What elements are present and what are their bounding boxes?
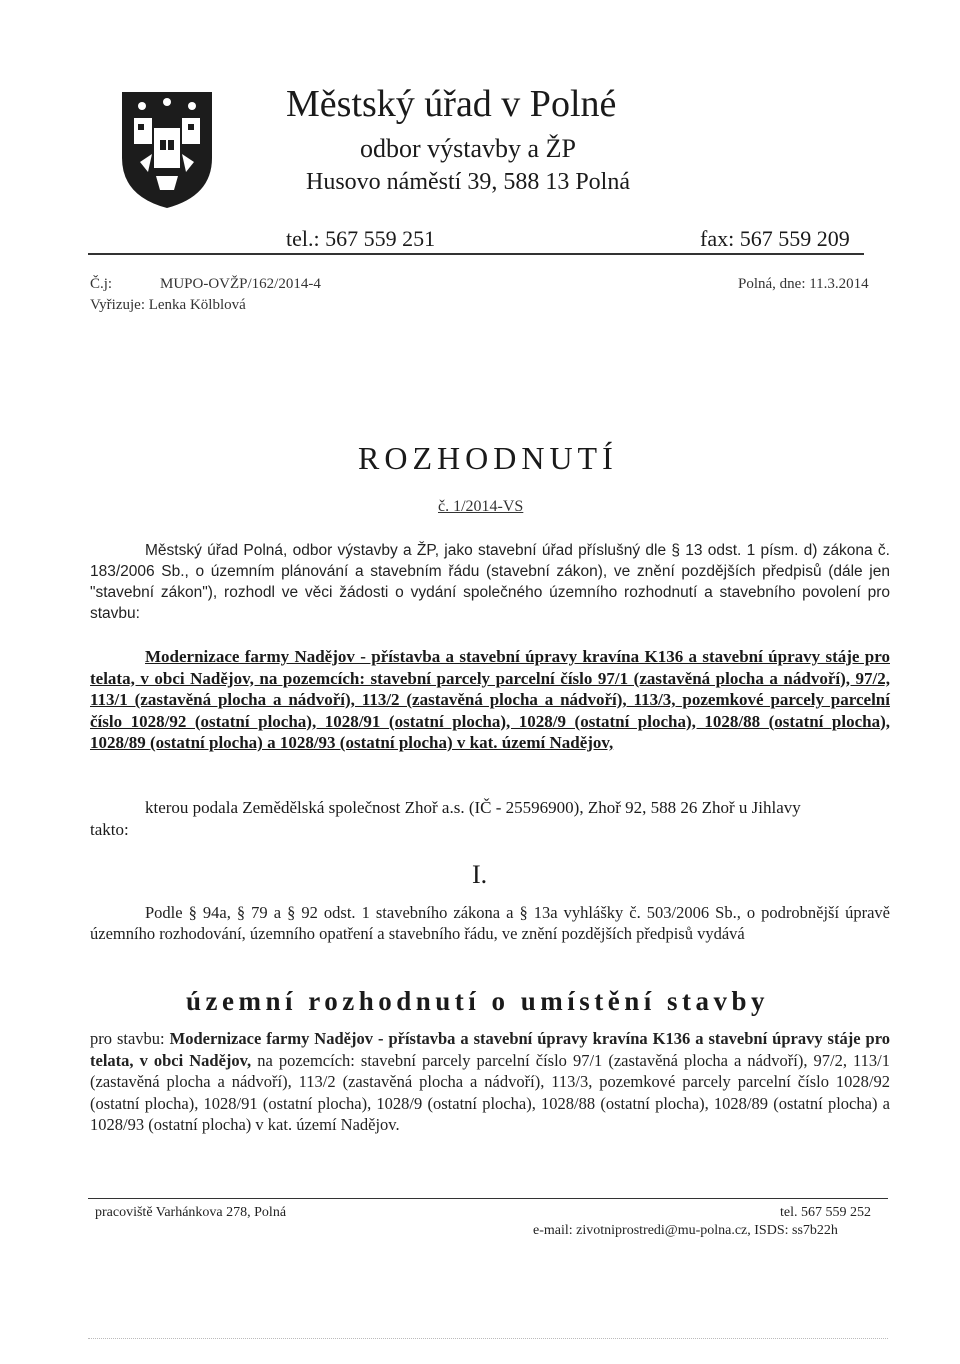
office-department: odbor výstavby a ŽP <box>360 134 576 163</box>
footer-divider <box>88 1198 888 1199</box>
document-date: Polná, dne: 11.3.2014 <box>738 276 869 292</box>
decision-title: ROZHODNUTÍ <box>358 440 618 476</box>
intro-paragraph: Městský úřad Polná, odbor výstavby a ŽP, jako stavební úřad příslušný dle § 13 odst. 1 písm. d) zákona č. 183/2006 Sb., o územním plánování a stavebním řádu (stavební zákon), ve znění pozdějších předpisů (dále jen "stavební zákon"), rozhodl ve věci žádosti o vydání společného územního rozhodnutí a stavebního povolení pro stavbu: <box>90 542 890 622</box>
footer-contact: e-mail: zivotniprostredi@mu-polna.cz, ISDS: ss7b22h <box>533 1223 838 1238</box>
decision-subtitle: územní rozhodnutí o umístění stavby <box>186 986 770 1016</box>
header-fax: fax: 567 559 209 <box>700 226 850 251</box>
office-address: Husovo náměstí 39, 588 13 Polná <box>306 169 630 195</box>
project-description: Modernizace farmy Nadějov - přístavba a stavební úpravy kravína K136 a stavební úpravy stáje pro telata, v obci Nadějov, na pozemcích: stavební parcely parcelní číslo 97/1 (zastavěná plocha a nádvoří), 97/2, 113/1 (zastavěná plocha a nádvoří), 113/2 (zastavěná plocha a nádvoří), 113/3, pozemkové parcely parcelní číslo 1028/92 (ostatní plocha), 1028/91 (ostatní plocha), 1028/9 (ostatní plocha), 1028/88 (ostatní plocha), 1028/89 (ostatní plocha) a 1028/93 (ostatní plocha) v kat. území Nadějov, <box>90 647 890 752</box>
reference-number: MUPO-OVŽP/162/2014-4 <box>160 276 321 292</box>
construction-prefix: pro stavbu: <box>90 1029 170 1048</box>
applicant-line: kterou podala Zemědělská společnost Zhoř a.s. (IČ - 25596900), Zhoř 92, 588 26 Zhoř u Jihlavy <box>145 798 801 817</box>
handled-by: Vyřizuje: Lenka Kölblová <box>90 297 246 313</box>
takto-label: takto: <box>90 820 129 839</box>
decision-number: č. 1/2014-VS <box>438 498 524 515</box>
construction-name: Modernizace farmy Nadějov - přístavba a stavební úpravy kravína K136 a stavební úpravy stáje pro telata, v obci Nadějov, <box>90 1029 890 1070</box>
header-telephone: tel.: 567 559 251 <box>286 226 436 251</box>
legal-basis-paragraph: Podle § 94a, § 79 a § 92 odst. 1 stavebního zákona a § 13a vyhlášky č. 503/2006 Sb., o podrobnější úpravě územního rozhodování, územního opatření a stavebního řádu, ve znění pozdějších předpisů vydává <box>90 903 890 943</box>
section-numeral: I. <box>472 860 488 889</box>
construction-paragraph <box>90 1028 890 1136</box>
header-divider <box>88 253 864 255</box>
construction-details: na pozemcích: stavební parcely parcelní číslo 97/1 (zastavěná plocha a nádvoří), 97/2, 113/1 (zastavěná plocha a nádvoří), 113/2 (zastavěná plocha a nádvoří), 113/3, pozemkové parcely parcelní číslo 1028/92 (ostatní plocha), 1028/91 (ostatní plocha), 1028/9 (ostatní plocha), 1028/88 (ostatní plocha), 1028/89 (ostatní plocha) a 1028/93 (ostatní plocha) v kat. území Nadějov. <box>90 1050 890 1134</box>
footer-telephone: tel. 567 559 252 <box>780 1205 871 1220</box>
reference-label: Č.j: <box>90 276 113 292</box>
coat-of-arms-seal <box>118 88 216 212</box>
footer-workplace: pracoviště Varhánkova 278, Polná <box>95 1205 287 1220</box>
bottom-dotted-line <box>88 1338 888 1340</box>
office-title: Městský úřad v Polné <box>286 83 617 125</box>
